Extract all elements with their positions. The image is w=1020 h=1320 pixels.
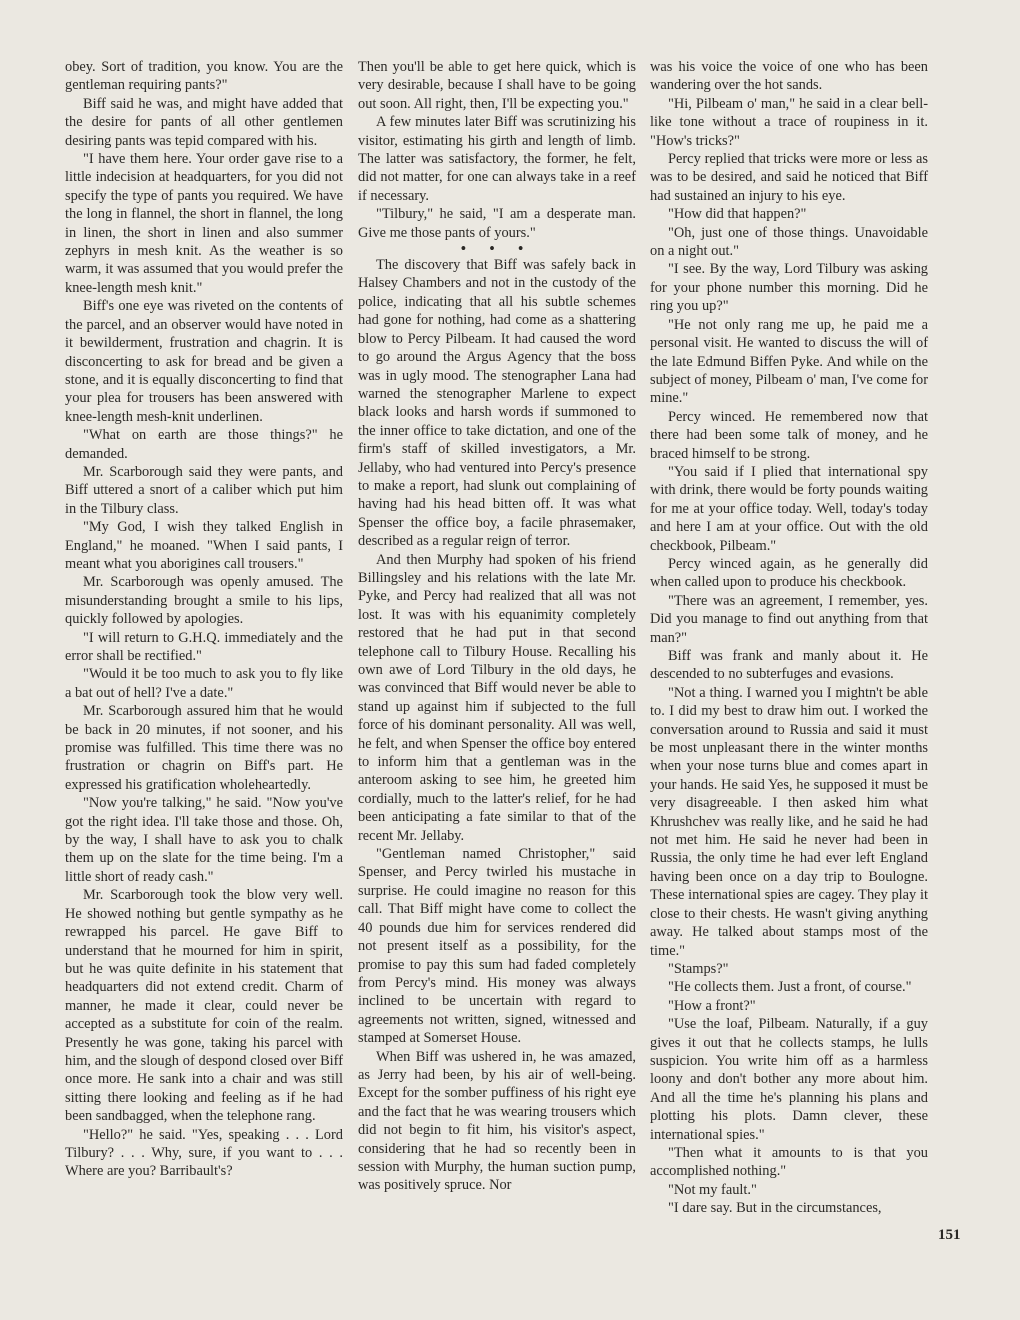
- paragraph: "What on earth are those things?" he demanded.: [65, 427, 343, 462]
- paragraph: "I have them here. Your order gave rise to a little indecision at headquarters, for you did not specify the type of pants you required. We have the long in flannel, the short in flannel, the long in linen, the short in linen and also summer zephyrs in mesh knit. As the weather is so warm, it was assumed that you would prefer the knee-length mesh knit.": [65, 151, 343, 296]
- paragraph: "Then what it amounts to is that you accomplished nothing.": [650, 1144, 928, 1180]
- paragraph: Biff said he was, and might have added that the desire for pants of all other gentlemen desiring pants was tepid compared with his.: [65, 95, 343, 149]
- paragraph: "I see. By the way, Lord Tilbury was asking for your phone number this morning. Did he ring you up?": [650, 261, 928, 315]
- paragraph: "My God, I wish they talked English in England," he moaned. "When I said pants, I meant what you aborigines call trousers.": [65, 519, 343, 572]
- paragraph: The discovery that Biff was safely back in Halsey Chambers and not in the custody of the police, indicating that all his subtle schemes had gone for nothing, had come as a shattering blow to Percy Pilbeam. It had caused the word to go around the Argus Agency that the boss was in ugly mood. The stenographer Lana had warned the stenographer Marlene to expect black looks and harsh words if summoned to the inner office to take dictation, and one of the firm's staff of skilled investigators, a Mr. Jellaby, who had ventured into Percy's presence to make a report, had slunk out complaining of having had his head bitten off. It was what Spenser the office boy, a facile phrasemaker, described as a regular reign of terror.: [358, 257, 636, 550]
- paragraph: A few minutes later Biff was scrutinizing his visitor, estimating his girth and length of limb. The latter was satisfactory, the former, he felt, did not matter, for one can always take in a reef if necessary.: [358, 114, 636, 204]
- paragraph: Then you'll be able to get here quick, which is very desirable, because I shall have to be going out soon. All right, then, I'll be expecting you.": [358, 59, 636, 112]
- paragraph: Mr. Scarborough assured him that he would be back in 20 minutes, if not sooner, and his promise was fulfilled. This time there was no frustration or chagrin on Biff's part. He expressed his gratification wholeheartedly.: [65, 703, 343, 793]
- text-column-1: [65, 58, 343, 1181]
- paragraph: Percy replied that tricks were more or less as was to be desired, and said he noticed that Biff had sustained an injury to his eye.: [650, 151, 928, 204]
- paragraph: "How did that happen?": [668, 206, 807, 223]
- page-number: 151: [938, 1227, 961, 1243]
- paragraph: "He not only rang me up, he paid me a personal visit. He wanted to discuss the will of the late Edmund Biffen Pyke. And while on the subject of money, Pilbeam o' man, I've come for mine.": [650, 316, 928, 407]
- text-column-2: [358, 58, 636, 1195]
- paragraph: "Stamps?": [668, 960, 729, 977]
- magazine-page: [30, 58, 995, 1293]
- paragraph: "How a front?": [668, 997, 756, 1014]
- paragraph: Mr. Scarborough said they were pants, and Biff uttered a snort of a caliber which put him in the Tilbury class.: [65, 463, 343, 517]
- paragraph: "Not my fault.": [668, 1181, 757, 1198]
- paragraph: "I will return to G.H.Q. immediately and the error shall be rectified.": [65, 629, 343, 664]
- paragraph: "Gentleman named Christopher," said Spenser, and Percy twirled his mustache in surprise. He could imagine no reason for this call. That Biff might have come to collect the 40 pounds due him for services rendered did not present itself as a possibility, for the promise to pay this sum had faded completely from Percy's mind. His money was always inclined to be uncertain with regard to agreements not written, signed, witnessed and stamped at Somerset House.: [358, 846, 636, 1047]
- paragraph: Biff was frank and manly about it. He descended to no subterfuges and evasions.: [650, 648, 928, 683]
- paragraph: was his voice the voice of one who has been wandering over the hot sands.: [650, 59, 928, 94]
- paragraph: "I dare say. But in the circumstances,: [668, 1200, 882, 1217]
- paragraph: "Would it be too much to ask you to fly like a bat out of hell? I've a date.": [65, 666, 343, 701]
- paragraph: "Hello?" he said. "Yes, speaking . . . Lord Tilbury? . . . Why, sure, if you want to . . . Where are you? Barribault's?: [65, 1126, 343, 1180]
- section-break: • • •: [460, 241, 534, 258]
- paragraph: Biff's one eye was riveted on the contents of the parcel, and an observer would have noted in it bewilderment, frustration and chagrin. It is disconcerting to ask for bread and be given a stone, and it is equally disconcerting to find that your plea for trousers has been answered with knee-length mesh-knit underlinen.: [65, 298, 343, 425]
- paragraph: "Use the loaf, Pilbeam. Naturally, if a guy gives it out that he collects stamps, he lulls suspicion. You write him off as a harmless loony and don't bother any more about him. And all the time he's planning his plans and plotting his plots. Damn clever, these international spies.": [650, 1016, 928, 1143]
- paragraph: "You said if I plied that international spy with drink, there would be forty pounds waiting for me at your office today. Well, today's today and here I am at your office. Out with the old checkbook, Pilbeam.": [650, 463, 928, 554]
- paragraph: "Not a thing. I warned you I mightn't be able to. I did my best to draw him out. I worked the conversation around to Russia and said it must be most unpleasant there in the winter months when your nose turns blue and comes apart in your hands. He said Yes, he supposed it must be very disagreeable. I then asked him what Khrushchev was really like, and he said he had not met him. He said he never had been in Russia, the only time he had ever left England having been once on a day trip to Boulogne. These international spies are cagey. They play it close to their chests. He wasn't giving anything away. He talked about stamps most of the time.": [650, 684, 928, 959]
- paragraph: Percy winced. He remembered now that there had been some talk of money, and he braced himself to be strong.: [650, 408, 928, 462]
- paragraph: And then Murphy had spoken of his friend Billingsley and his relations with the late Mr. Pyke, and Percy had realized that all was not lost. It was with his equanimity completely restored that he had put in that second telephone call to Tilbury House. Recalling his own awe of Lord Tilbury in the old days, he was convinced that Biff would never be able to stand up against him if subjected to the full force of his dominant personality. All was well, he felt, and when Spenser the office boy entered to inform him that a gentleman was in the anteroom asking to see him, he greeted him cordially, much to the latter's relief, for he had been anticipating a fate similar to that of the recent Mr. Jellaby.: [358, 551, 636, 844]
- paragraph: "Hi, Pilbeam o' man," he said in a clear bell-like tone without a trace of roupiness in it. "How's tricks?": [650, 95, 928, 149]
- paragraph: "Tilbury," he said, "I am a desperate man. Give me those pants of yours.": [358, 206, 636, 241]
- paragraph: "He collects them. Just a front, of course.": [668, 979, 912, 996]
- text-column-3: [650, 58, 928, 1218]
- paragraph: "Oh, just one of those things. Unavoidable on a night out.": [650, 224, 928, 260]
- paragraph: "There was an agreement, I remember, yes. Did you manage to find out anything from that man?": [650, 592, 928, 646]
- paragraph: "Now you're talking," he said. "Now you've got the right idea. I'll take those and those. Oh, by the way, I shall have to ask you to chalk them up on the slate for the time being. I'm a little short of ready cash.": [65, 795, 343, 885]
- paragraph: Mr. Scarborough took the blow very well. He showed nothing but gentle sympathy as he rewrapped his parcel. He gave Biff to understand that he mourned for him in spirit, but he was quite definite in his statement that headquarters did not extend credit. Charm of manner, he made it clear, could never be accepted as a substitute for coin of the realm. Presently he was gone, taking his parcel with him, and the slough of despond closed over Biff once more. He sank into a chair and was still sitting there looking and feeling as if he had been sandbagged, when the telephone rang.: [65, 887, 343, 1125]
- paragraph: Mr. Scarborough was openly amused. The misunderstanding brought a smile to his lips, quickly followed by apologies.: [65, 574, 343, 628]
- paragraph: Percy winced again, as he generally did when called upon to produce his checkbook.: [650, 555, 928, 591]
- paragraph: When Biff was ushered in, he was amazed, as Jerry had been, by his air of well-being. Except for the somber puffiness of his right eye and the fact that he was wearing trousers which did not begin to fit him, his visitor's aspect, considering that he had so recently been in session with Murphy, the human suction pump, was positively spruce. Nor: [358, 1048, 636, 1194]
- paragraph: obey. Sort of tradition, you know. You are the gentleman requiring pants?": [65, 59, 343, 94]
